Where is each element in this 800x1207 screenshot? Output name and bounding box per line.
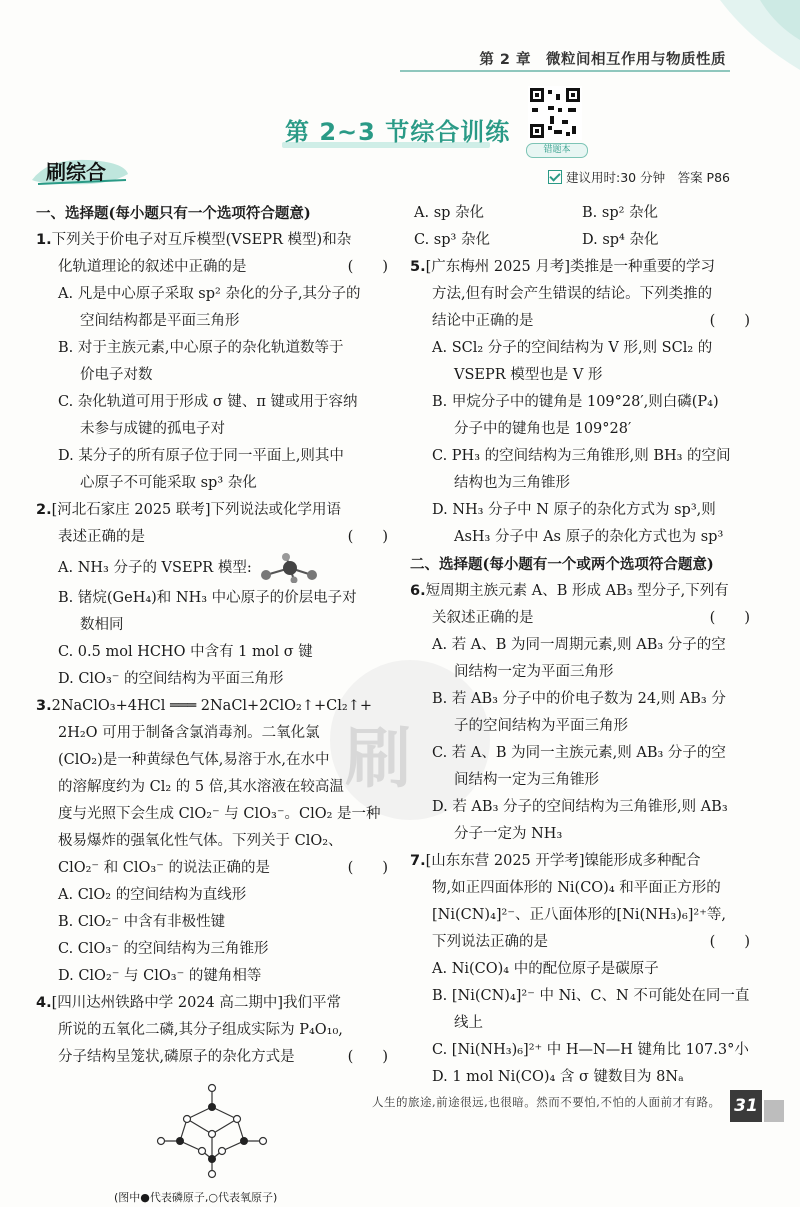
q6-line-2: 关叙述正确的是 bbox=[432, 610, 534, 626]
q4-options-row-1 bbox=[410, 200, 750, 227]
q7-line-2: 物,如正四面体形的 Ni(CO)₄ 和平面正方形的 bbox=[432, 880, 721, 896]
section-badge: 刷综合 bbox=[46, 160, 106, 184]
question-4 bbox=[36, 990, 388, 1207]
q2-stem-cont: 表述正确的是 bbox=[58, 529, 145, 545]
question-7 bbox=[410, 848, 750, 1091]
section-heading-2: 二、选择题(每小题有一个或两个选项符合题意) bbox=[410, 556, 714, 573]
q4-option-d: D. sp⁴ 杂化 bbox=[582, 232, 659, 248]
q6-option-c: C. 若 A、B 为同一主族元素,则 AB₃ 分子的空 bbox=[432, 745, 726, 761]
q1-option-d: D. 某分子的所有原子位于同一平面上,则其中 bbox=[58, 448, 344, 464]
q5-option-d-cont: AsH₃ 分子中 As 原子的杂化方式也为 sp³ bbox=[454, 529, 724, 545]
q4-option-c: C. sp³ 杂化 bbox=[414, 232, 490, 248]
q7-line-3: [Ni(CN)₄]²⁻、正八面体形的[Ni(NH₃)₆]²⁺等, bbox=[432, 907, 726, 923]
question-5 bbox=[410, 254, 750, 551]
q3-line-6: 极易爆炸的强氧化性气体。下列关于 ClO₂、 bbox=[58, 833, 343, 849]
q7-option-b-cont: 线上 bbox=[454, 1015, 483, 1031]
q6-option-a-cont: 间结构一定为平面三角形 bbox=[454, 664, 614, 680]
page-title: 第 2~3 节综合训练 bbox=[285, 118, 511, 146]
q1-stem: 下列关于价电子对互斥模型(VSEPR 模型)和杂 bbox=[51, 232, 352, 248]
footer-motto: 人生的旅途,前途很远,也很暗。然而不要怕,不怕的人面前才有路。 bbox=[372, 1095, 721, 1109]
q5-line-2: 方法,但有时会产生错误的结论。下列类推的 bbox=[432, 286, 713, 302]
q1-option-b: B. 对于主族元素,中心原子的杂化轨道数等于 bbox=[58, 340, 344, 356]
qr-label: 错题本 bbox=[526, 143, 588, 158]
vsepr-model-diagram bbox=[256, 553, 324, 583]
q7-option-b: B. [Ni(CN)₄]²⁻ 中 Ni、C、N 不可能处在同一直 bbox=[432, 988, 750, 1004]
q2-option-c: C. 0.5 mol HCHO 中含有 1 mol σ 键 bbox=[58, 644, 313, 660]
q5-option-b: B. 甲烷分子中的键角是 109°28′,则白磷(P₄) bbox=[432, 394, 719, 410]
header-rule bbox=[400, 70, 730, 72]
q1-option-d-cont: 心原子不可能采取 sp³ 杂化 bbox=[80, 475, 257, 491]
right-column bbox=[410, 200, 750, 1091]
q6-option-a: A. 若 A、B 为同一周期元素,则 AB₃ 分子的空 bbox=[432, 637, 726, 653]
answer-paren: ( ) bbox=[347, 860, 388, 876]
q6-option-b: B. 若 AB₃ 分子中的价电子数为 24,则 AB₃ 分 bbox=[432, 691, 726, 707]
q5-number: 5. bbox=[410, 259, 426, 275]
answer-paren: ( ) bbox=[709, 610, 750, 626]
q6-option-d: D. 若 AB₃ 分子的空间结构为三角锥形,则 AB₃ bbox=[432, 799, 728, 815]
q1-option-c-cont: 未参与成键的孤电子对 bbox=[80, 421, 225, 437]
q4-line-1: [四川达州铁路中学 2024 高二期中]我们平常 bbox=[51, 995, 342, 1011]
figure-caption: (图中●代表磷原子,○代表氧原子) bbox=[114, 1191, 278, 1204]
q5-option-d: D. NH₃ 分子中 N 原子的杂化方式为 sp³,则 bbox=[432, 502, 716, 518]
time-hint-text: 建议用时:30 分钟 答案 P86 bbox=[565, 170, 730, 185]
q7-option-c: C. [Ni(NH₃)₆]²⁺ 中 H—N—H 键角比 107.3°小 bbox=[432, 1042, 749, 1058]
question-3 bbox=[36, 693, 388, 990]
q7-option-d: D. 1 mol Ni(CO)₄ 含 σ 键数目为 8Nₐ bbox=[432, 1069, 684, 1085]
q3-number: 3. bbox=[36, 698, 52, 714]
q5-option-a-cont: VSEPR 模型也是 V 形 bbox=[454, 367, 603, 383]
q5-option-a: A. SCl₂ 分子的空间结构为 V 形,则 SCl₂ 的 bbox=[432, 340, 713, 356]
q3-option-d: D. ClO₂⁻ 与 ClO₃⁻ 的键角相等 bbox=[58, 968, 262, 984]
q7-line-4: 下列说法正确的是 bbox=[432, 934, 548, 950]
p4o10-structure-diagram bbox=[152, 1079, 272, 1179]
q5-line-3: 结论中正确的是 bbox=[432, 313, 534, 329]
q3-line-2: 2H₂O 可用于制备含氯消毒剂。二氧化氯 bbox=[58, 725, 320, 741]
q2-option-b-cont: 数相同 bbox=[80, 617, 124, 633]
q7-number: 7. bbox=[410, 853, 426, 869]
answer-paren: ( ) bbox=[347, 529, 388, 545]
page-number-decoration bbox=[764, 1100, 784, 1122]
q1-number: 1. bbox=[36, 232, 52, 248]
question-2 bbox=[36, 497, 388, 693]
q2-option-a: A. NH₃ 分子的 VSEPR 模型: bbox=[58, 560, 252, 576]
answer-paren: ( ) bbox=[709, 313, 750, 329]
check-icon bbox=[548, 170, 562, 184]
q5-option-b-cont: 分子中的键角也是 109°28′ bbox=[454, 421, 632, 437]
q4-line-3: 分子结构呈笼状,磷原子的杂化方式是 bbox=[58, 1049, 295, 1065]
q3-line-3: (ClO₂)是一种黄绿色气体,易溶于水,在水中 bbox=[58, 752, 330, 768]
q6-line-1: 短周期主族元素 A、B 形成 AB₃ 型分子,下列有 bbox=[425, 583, 729, 599]
q1-option-c: C. 杂化轨道可用于形成 σ 键、π 键或用于容纳 bbox=[58, 394, 358, 410]
q7-option-a: A. Ni(CO)₄ 中的配位原子是碳原子 bbox=[432, 961, 659, 977]
left-column bbox=[36, 200, 388, 1207]
time-hint bbox=[548, 168, 730, 186]
q1-stem-cont: 化轨道理论的叙述中正确的是 bbox=[58, 259, 247, 275]
q3-option-a: A. ClO₂ 的空间结构为直线形 bbox=[58, 887, 247, 903]
qr-code-icon[interactable] bbox=[528, 86, 582, 140]
q4-option-a: A. sp 杂化 bbox=[414, 205, 485, 221]
q3-option-c: C. ClO₃⁻ 的空间结构为三角锥形 bbox=[58, 941, 269, 957]
chapter-header: 第 2 章 微粒间相互作用与物质性质 bbox=[479, 52, 726, 68]
q3-line-1: 2NaClO₃+4HCl ═══ 2NaCl+2ClO₂↑+Cl₂↑+ bbox=[51, 698, 372, 714]
q2-option-d: D. ClO₃⁻ 的空间结构为平面三角形 bbox=[58, 671, 284, 687]
q6-option-b-cont: 子的空间结构为平面三角形 bbox=[454, 718, 628, 734]
q3-line-7: ClO₂⁻ 和 ClO₃⁻ 的说法正确的是 bbox=[58, 860, 270, 876]
answer-paren: ( ) bbox=[709, 934, 750, 950]
q6-option-d-cont: 分子一定为 NH₃ bbox=[454, 826, 563, 842]
question-6 bbox=[410, 578, 750, 848]
q4-line-2: 所说的五氧化二磷,其分子组成实际为 P₄O₁₀, bbox=[58, 1022, 343, 1038]
q3-line-5: 度与光照下会生成 ClO₂⁻ 与 ClO₃⁻。ClO₂ 是一种 bbox=[58, 806, 381, 822]
question-1 bbox=[36, 227, 388, 497]
q5-line-1: [广东梅州 2025 月考]类推是一种重要的学习 bbox=[425, 259, 716, 275]
q5-option-c-cont: 结构也为三角锥形 bbox=[454, 475, 570, 491]
q6-number: 6. bbox=[410, 583, 426, 599]
q4-number: 4. bbox=[36, 995, 52, 1011]
q2-option-b: B. 锗烷(GeH₄)和 NH₃ 中心原子的价层电子对 bbox=[58, 590, 357, 606]
page-number: 31 bbox=[730, 1090, 762, 1122]
q4-options-row-2 bbox=[410, 227, 750, 254]
q2-stem: [河北石家庄 2025 联考]下列说法或化学用语 bbox=[51, 502, 342, 518]
q3-line-4: 的溶解度约为 Cl₂ 的 5 倍,其水溶液在较高温 bbox=[58, 779, 344, 795]
q5-option-c: C. PH₃ 的空间结构为三角锥形,则 BH₃ 的空间 bbox=[432, 448, 731, 464]
q4-option-b: B. sp² 杂化 bbox=[582, 205, 659, 221]
q3-option-b: B. ClO₂⁻ 中含有非极性键 bbox=[58, 914, 226, 930]
answer-paren: ( ) bbox=[347, 259, 388, 275]
q1-option-a: A. 凡是中心原子采取 sp² 杂化的分子,其分子的 bbox=[58, 286, 361, 302]
q7-line-1: [山东东营 2025 开学考]镍能形成多种配合 bbox=[425, 853, 701, 869]
q1-option-a-cont: 空间结构都是平面三角形 bbox=[80, 313, 240, 329]
q2-number: 2. bbox=[36, 502, 52, 518]
section-heading-1: 一、选择题(每小题只有一个选项符合题意) bbox=[36, 205, 311, 222]
answer-paren: ( ) bbox=[347, 1049, 388, 1065]
q6-option-c-cont: 间结构一定为三角锥形 bbox=[454, 772, 599, 788]
q1-option-b-cont: 价电子对数 bbox=[80, 367, 153, 383]
watermark-glyph: 刷 bbox=[345, 720, 411, 797]
